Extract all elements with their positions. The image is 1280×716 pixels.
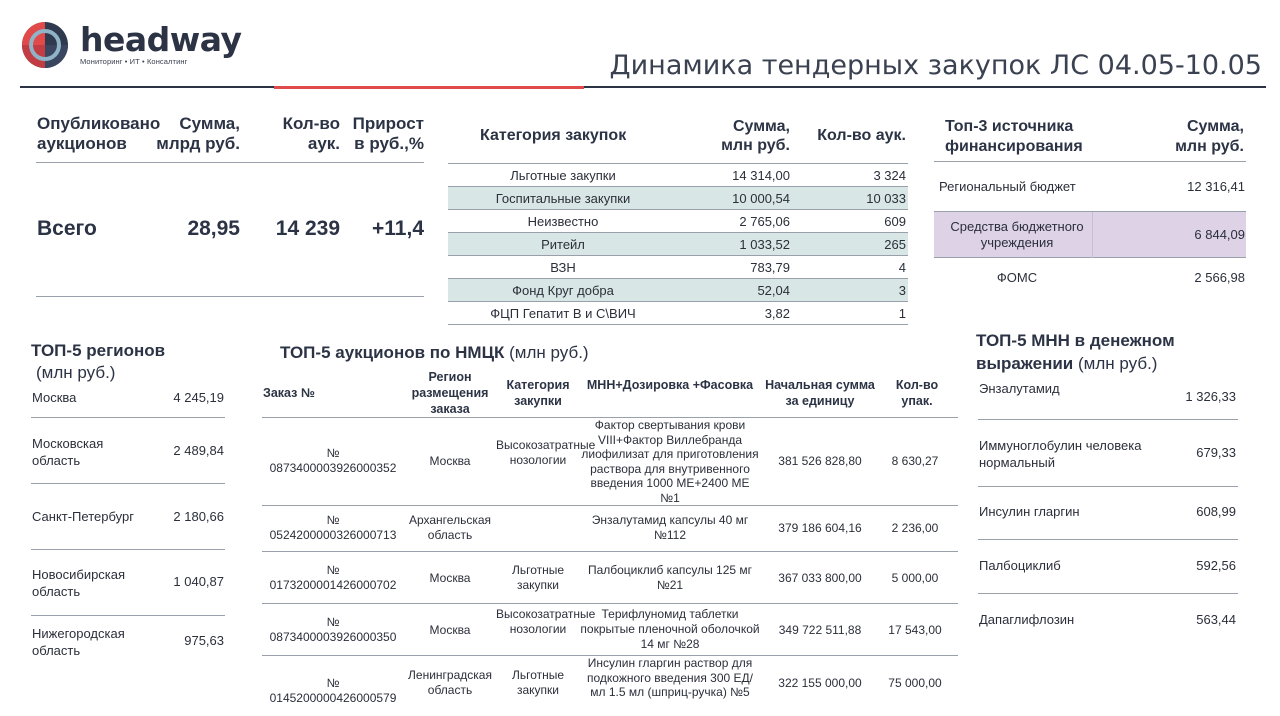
table-row: Палбоциклиб 592,56 — [978, 540, 1238, 594]
sources-table — [934, 116, 1246, 298]
table-row: Фонд Круг добра 52,04 3 — [448, 279, 908, 302]
page-title: Динамика тендерных закупок ЛС 04.05-10.05 — [609, 50, 1262, 81]
table-row: Москва 4 245,19 — [31, 384, 225, 418]
table-row: № 0873400003926000350 Москва Высокозатратные нозологии Терифлуномид таблетки покрытые пленочной оболочкой 14 мг №28 349 722 511,88 17 543,00 — [262, 604, 958, 656]
table-row: № 0145200000426000579 Ленинградская область Льготные закупки Инсулин гларгин раствор для подкожного введения 300 ЕД/мл 1.5 мл (шприц-ручка) №5 322 155 000,00 75 000,00 — [269, 656, 942, 705]
headway-logo — [22, 22, 242, 68]
summary-total-count: 14 239 — [275, 217, 340, 240]
table-row: Дапаглифлозин 563,44 — [979, 612, 1236, 627]
summary-total-label: Всего — [37, 217, 97, 240]
table-row: Энзалутамид 1 326,33 — [978, 370, 1238, 420]
table-row: Санкт-Петербург 2 180,66 — [31, 484, 225, 550]
table-row: ВЗН 783,79 4 — [448, 256, 908, 279]
table-row: № 0173200001426000702 Москва Льготные закупки Палбоциклиб капсулы 125 мг №21 367 033 800,00 5 000,00 — [262, 552, 958, 604]
logo-tagline: Мониторинг • ИТ • Консалтинг — [80, 57, 188, 66]
header-src-sum: Сумма, млн руб. — [1175, 118, 1244, 155]
mnn-table — [978, 370, 1238, 634]
table-row: Ритейл 1 033,52 265 — [448, 233, 908, 256]
table-row: ФОМС 2 566,98 — [996, 270, 1245, 285]
table-row: ФЦП Гепатит В и С\ВИЧ 3,82 1 — [448, 302, 908, 325]
table-row: Неизвестно 2 765,06 609 — [448, 210, 908, 233]
table-row: Льготные закупки 14 314,00 3 324 — [448, 164, 908, 187]
regions-table — [31, 340, 225, 666]
header-growth: Прирост в руб.,% — [352, 114, 424, 153]
auctions-title: ТОП-5 аукционов по НМЦК (млн руб.) — [280, 343, 589, 362]
auctions-table — [262, 367, 958, 716]
mnn-title: ТОП-5 МНН в денежном выражении (млн руб.) — [976, 331, 1175, 373]
table-row: № 0873400003926000352 Москва Высокозатратные нозологии Фактор свертывания крови VIII+Фактор Виллебранда лиофилизат для приготовления раствора для внутривенного введения 1000 МЕ+2400 МЕ №1 381 526 828,80 8 630,27 — [262, 418, 958, 506]
header-qty: Кол-во упак. — [895, 378, 939, 408]
summary-total-sum: 28,95 — [187, 217, 240, 240]
header-divider — [20, 86, 1266, 88]
table-row: Московская область 2 489,84 — [31, 418, 225, 484]
header-category: Категория закупок — [480, 127, 627, 144]
table-row: Иммуноглобулин человека нормальный 679,33 — [978, 420, 1238, 487]
summary-total-growth: +11,4 — [372, 217, 424, 240]
header-category: Категория закупки — [506, 378, 570, 408]
table-row: Инсулин гларгин 608,99 — [978, 487, 1238, 540]
table-row: Нижегородская область 975,63 — [32, 626, 224, 658]
header-sources: Топ-3 источника финансирования — [945, 118, 1083, 155]
header-order: Заказ № — [263, 386, 315, 400]
header-cat-count: Кол-во аук. — [817, 127, 906, 144]
logo-word: headway — [80, 20, 242, 59]
table-row: Новосибирская область 1 040,87 — [31, 550, 225, 616]
categories-table — [448, 116, 908, 325]
header-price: Начальная сумма за единицу — [765, 378, 875, 408]
header-cat-sum: Сумма, млн руб. — [721, 118, 790, 154]
regions-title: ТОП-5 регионов (млн руб.) — [31, 341, 166, 382]
header-region: Регион размещения заказа — [411, 370, 489, 416]
header-count: Кол-во аук. — [282, 114, 340, 153]
table-row: № 0524200000326000713 Архангельская область Энзалутамид капсулы 40 мг №112 379 186 604,16 2 236,00 — [262, 506, 958, 552]
header-mnn: МНН+Дозировка +Фасовка — [586, 378, 754, 392]
table-row: Госпитальные закупки 10 000,54 10 033 — [448, 187, 908, 210]
logo-circle-icon — [22, 22, 68, 68]
header-published: Опубликовано аукционов — [37, 114, 161, 153]
header-sum: Сумма, млрд руб. — [156, 114, 240, 153]
table-row: Средства бюджетного учреждения 6 844,09 — [934, 212, 1246, 258]
summary-table — [36, 113, 424, 297]
table-row: Региональный бюджет 12 316,41 — [934, 162, 1246, 212]
